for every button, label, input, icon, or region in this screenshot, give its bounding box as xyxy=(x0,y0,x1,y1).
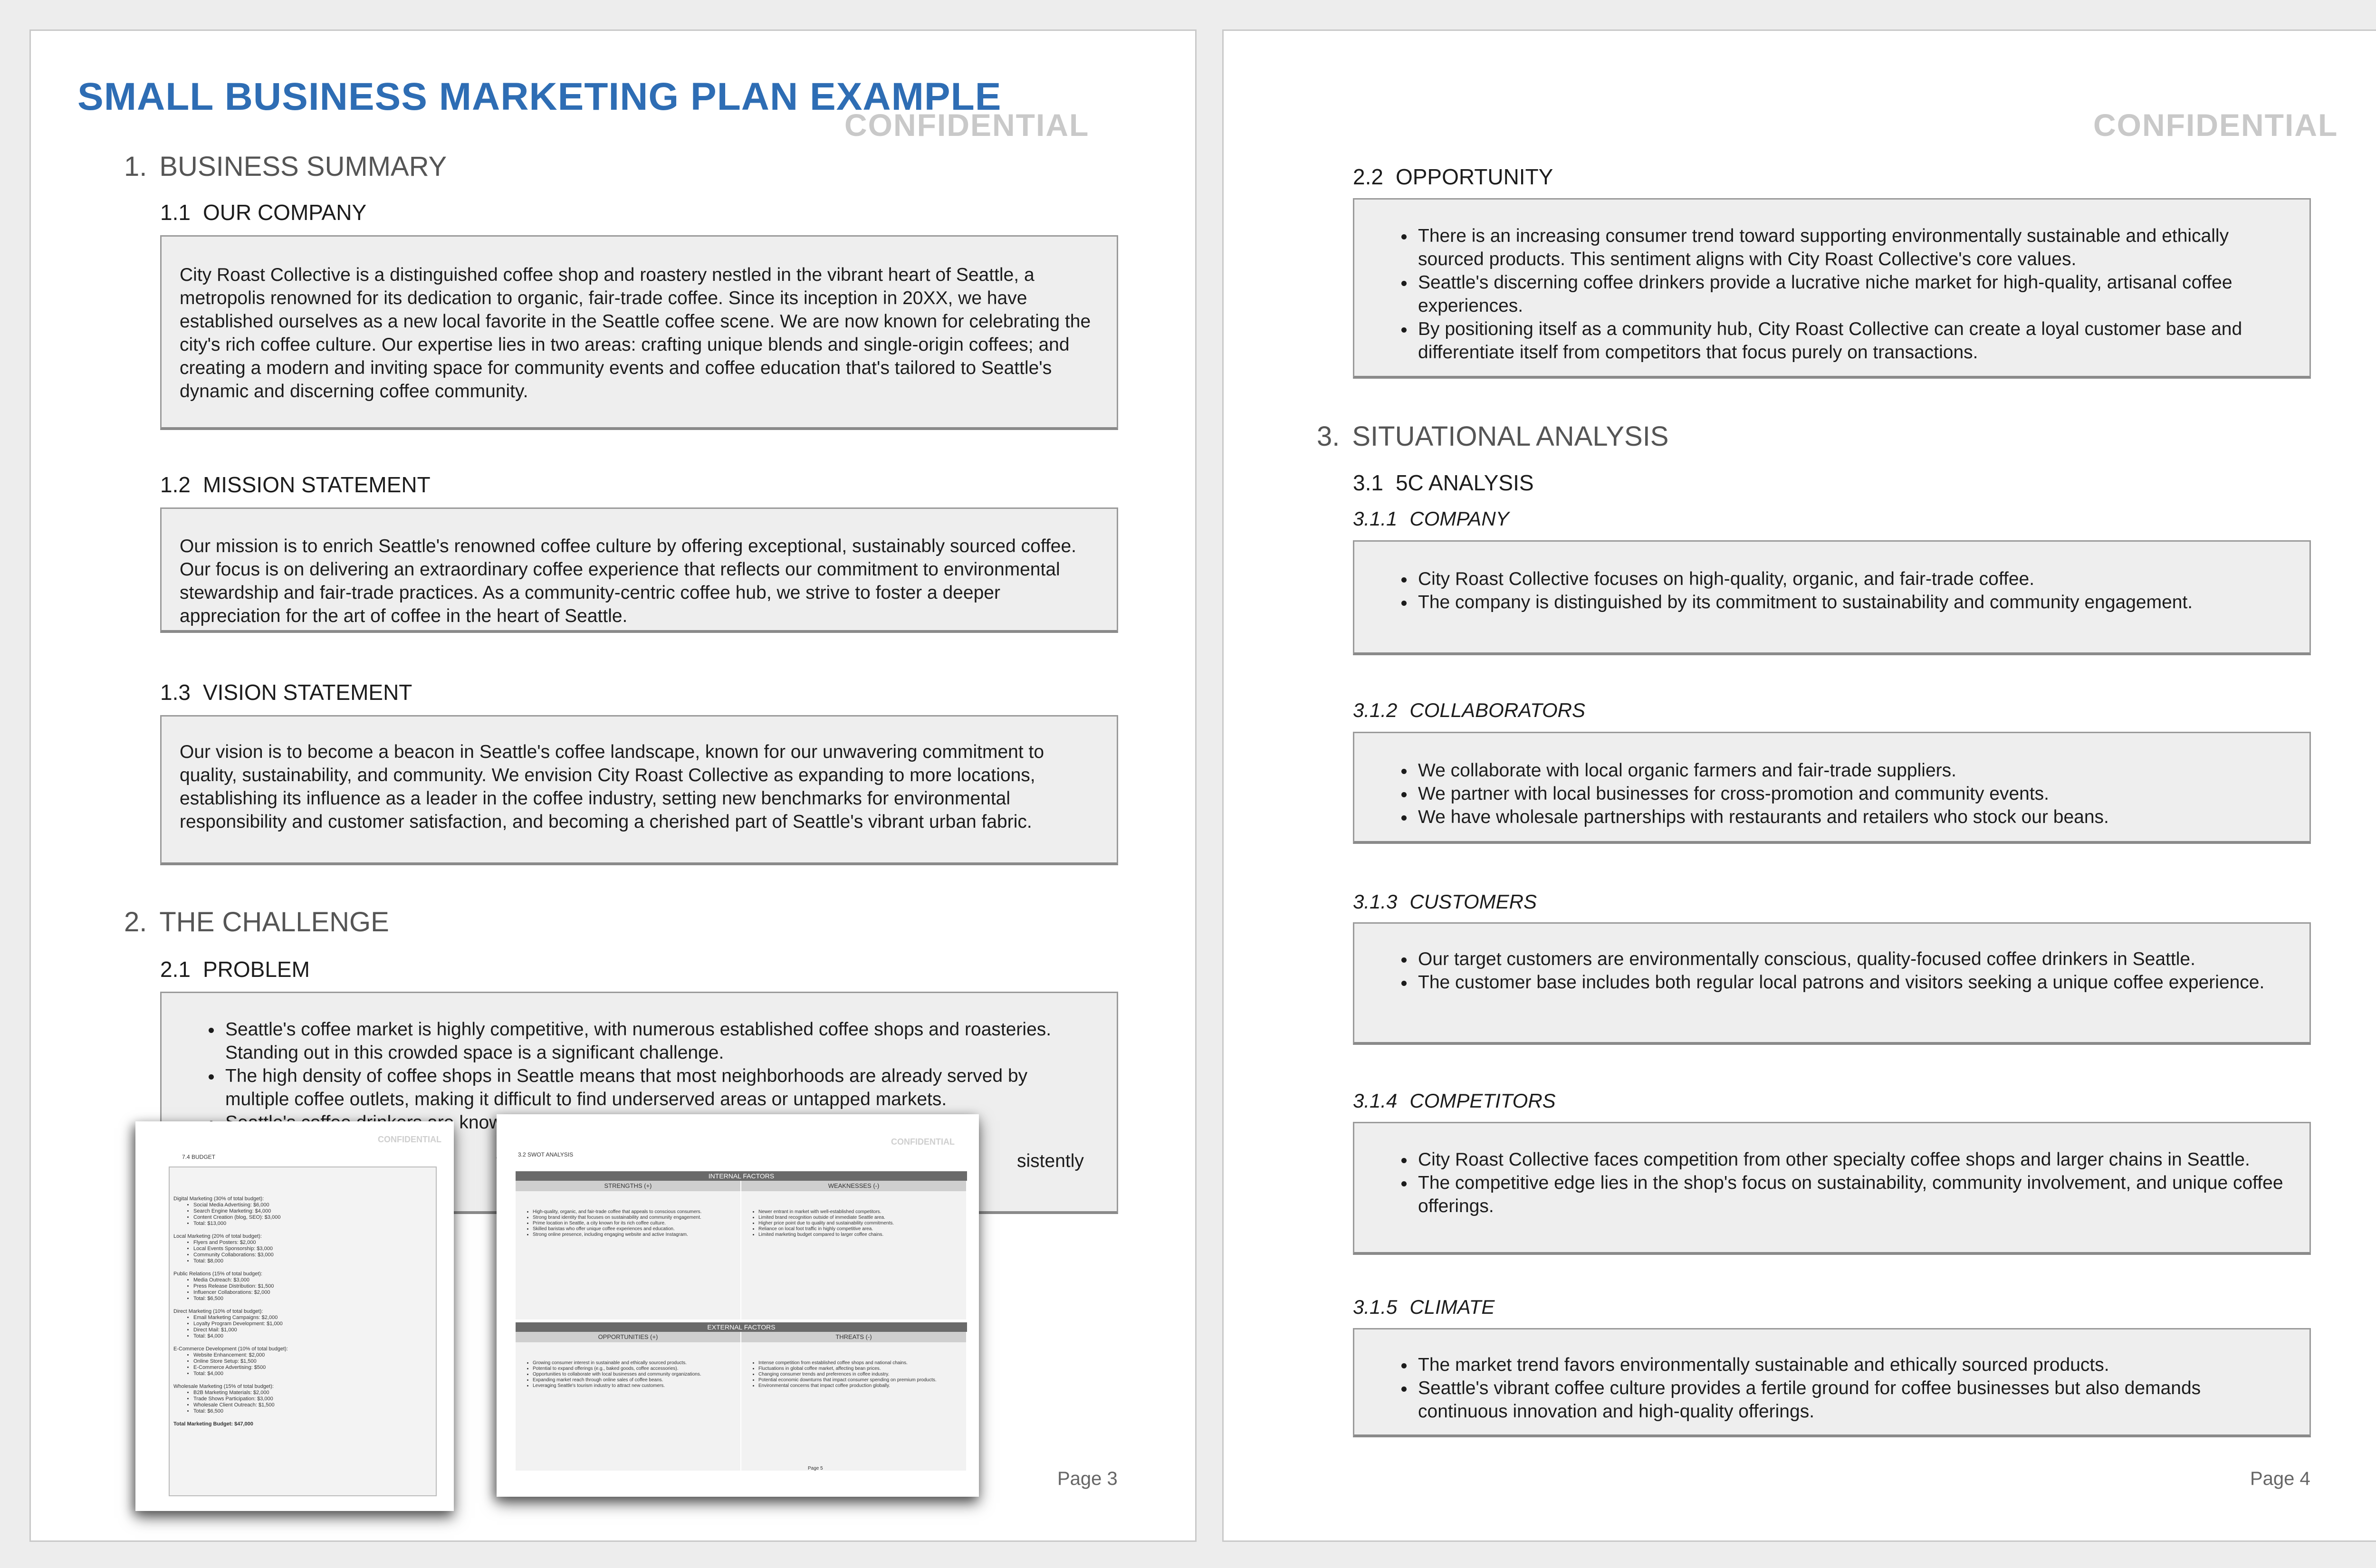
subsection-heading-opportunity xyxy=(1353,164,1553,190)
swot-threats-list xyxy=(741,1342,967,1471)
list-item: • We collaborate with local organic farmers and fair-trade suppliers. xyxy=(1415,759,2290,782)
subsubsection-title: COMPETITORS xyxy=(1409,1090,1556,1112)
opportunity-textbox xyxy=(1353,198,2311,379)
opportunity-list xyxy=(1372,224,2290,364)
section-title: THE CHALLENGE xyxy=(159,907,389,937)
budget-item: • Search Engine Marketing: $4,000 xyxy=(193,1208,440,1214)
list-item: • Our target customers are environmentally conscious, quality-focused coffee drinkers in Seattle. xyxy=(1415,947,2290,971)
subsubsection-heading-collaborators xyxy=(1353,699,1585,722)
subsection-number: 3.1 xyxy=(1353,470,1383,495)
swot-page-thumbnail xyxy=(497,1114,979,1497)
subsection-heading-5c-analysis xyxy=(1353,470,1534,496)
budget-item: • Website Enhancement: $2,000 xyxy=(193,1352,440,1358)
budget-item: • Trade Shows Participation: $3,000 xyxy=(193,1396,440,1402)
swot-item: • Reliance on local foot traffic in highly competitive area. xyxy=(758,1226,961,1232)
subsubsection-number: 3.1.3 xyxy=(1353,890,1398,913)
customers-list xyxy=(1372,947,2290,994)
section-heading-situational-analysis xyxy=(1317,421,1669,452)
swot-internal-subheaders xyxy=(516,1181,967,1191)
list-item: • The company is distinguished by its commitment to sustainability and community engagement. xyxy=(1415,591,2290,614)
swot-item: • Growing consumer interest in sustainable and ethically sourced products. xyxy=(533,1360,736,1366)
swot-item: • Strong brand identity that focuses on sustainability and community engagement. xyxy=(533,1215,736,1221)
budget-item: • Press Release Distribution: $1,500 xyxy=(193,1283,440,1290)
our-company-text: City Roast Collective is a distinguished coffee shop and roastery nestled in the vibrant heart of Seattle, a metropolis renowned for its dedication to organic, fair-trade coffee. Since its inception in 20XX, we have established ourselves as a new local favorite in the Seattle coffee scene. We are now known for celebrating the city's rich coffee culture. Our expertise lies in two areas: crafting unique blends and single-origin coffees; and creating a modern and inviting space for community events and coffee education that's tailored to Seattle's dynamic and discerning coffee community. xyxy=(180,265,1091,402)
swot-item: • Potential economic downturns that impact consumer spending on premium products. xyxy=(758,1377,961,1383)
budget-group-title: Local Marketing (20% of total budget): xyxy=(173,1233,262,1239)
confidential-watermark: CONFIDENTIAL xyxy=(844,107,1090,143)
list-item: • The market trend favors environmentally sustainable and ethically sourced products. xyxy=(1415,1353,2290,1377)
swot-item: • Newer entrant in market with well-established competitors. xyxy=(758,1209,961,1215)
subsection-title: 5C ANALYSIS xyxy=(1395,470,1534,495)
climate-textbox xyxy=(1353,1328,2311,1437)
problem-text-fragment: sistently xyxy=(1017,1151,1084,1171)
swot-item: • Higher price point due to quality and sustainability commitments. xyxy=(758,1221,961,1226)
subsection-number: 1.2 xyxy=(160,472,191,497)
swot-item: • Prime location in Seattle, a city known for its rich coffee culture. xyxy=(533,1221,736,1226)
budget-item: • Wholesale Client Outreach: $1,500 xyxy=(193,1402,440,1408)
swot-threats-header: THREATS (-) xyxy=(741,1332,967,1342)
budget-group-title: Direct Marketing (10% of total budget): xyxy=(173,1309,263,1314)
budget-list xyxy=(173,1196,440,1427)
budget-group xyxy=(173,1271,440,1302)
swot-grid xyxy=(516,1171,967,1471)
thumb-confidential: CONFIDENTIAL xyxy=(378,1135,441,1144)
thumb-confidential: CONFIDENTIAL xyxy=(891,1137,955,1147)
list-item: • We partner with local businesses for cross-promotion and community events. xyxy=(1415,782,2290,805)
subsubsection-title: COLLABORATORS xyxy=(1409,699,1585,721)
budget-group xyxy=(173,1309,440,1339)
swot-item: • Opportunities to collaborate with local businesses and community organizations. xyxy=(533,1372,736,1377)
climate-list xyxy=(1372,1353,2290,1423)
swot-weaknesses-list xyxy=(741,1191,967,1319)
swot-item: • Potential to expand offerings (e.g., baked goods, coffee accessories). xyxy=(533,1366,736,1372)
list-item: • We have wholesale partnerships with restaurants and retailers who stock our beans. xyxy=(1415,805,2290,829)
our-company-textbox xyxy=(160,235,1118,430)
budget-item: • Total: $6,500 xyxy=(193,1296,440,1302)
swot-item: • Skilled baristas who offer unique coffee experiences and education. xyxy=(533,1226,736,1232)
thumb-page-number: Page 5 xyxy=(808,1466,823,1471)
subsubsection-title: CUSTOMERS xyxy=(1409,890,1537,913)
subsection-number: 1.1 xyxy=(160,200,191,225)
subsubsection-number: 3.1.5 xyxy=(1353,1296,1398,1318)
subsubsection-title: COMPANY xyxy=(1409,507,1509,530)
customers-textbox xyxy=(1353,922,2311,1045)
collaborators-list xyxy=(1372,759,2290,829)
budget-group xyxy=(173,1233,440,1264)
budget-item: • Total: $4,000 xyxy=(193,1371,440,1377)
subsubsection-heading-customers xyxy=(1353,890,1537,913)
vision-textbox xyxy=(160,715,1118,865)
vision-text: Our vision is to become a beacon in Seattle's coffee landscape, known for our unwavering commitment to quality, sustainability, and community. We envision City Roast Collective as expanding to more locations, establishing its influence as a leader in the coffee industry, setting new benchmarks for environmental responsibility and customer satisfaction, and becoming a cherished part of Seattle's vibrant urban fabric. xyxy=(180,742,1044,832)
section-title: SITUATIONAL ANALYSIS xyxy=(1352,421,1669,452)
page-number: Page 3 xyxy=(1057,1468,1118,1489)
subsection-title: OPPORTUNITY xyxy=(1395,164,1553,189)
swot-item: • Fluctuations in global coffee market, affecting bean prices. xyxy=(758,1366,961,1372)
section-heading-business-summary xyxy=(124,151,447,182)
document-title: SMALL BUSINESS MARKETING PLAN EXAMPLE xyxy=(77,75,1002,118)
swot-strengths-header: STRENGTHS (+) xyxy=(516,1181,741,1191)
competitors-list xyxy=(1372,1148,2290,1218)
budget-group-title: Public Relations (15% of total budget): xyxy=(173,1271,263,1277)
subsubsection-heading-climate xyxy=(1353,1296,1495,1319)
document-page-4 xyxy=(1222,29,2376,1542)
budget-item: • E-Commerce Advertising: $500 xyxy=(193,1365,440,1371)
list-item: • Seattle's vibrant coffee culture provides a fertile ground for coffee businesses but also demands continuous innovation and high-quality offerings. xyxy=(1415,1377,2290,1423)
budget-item: • Community Collaborations: $3,000 xyxy=(193,1252,440,1258)
swot-item: • Strong online presence, including engaging website and active Instagram. xyxy=(533,1232,736,1238)
swot-external-header: EXTERNAL FACTORS xyxy=(516,1322,967,1332)
list-item: • By positioning itself as a community hub, City Roast Collective can create a loyal customer base and differentiate itself from competitors that focus purely on transactions. xyxy=(1415,317,2290,364)
budget-item: • Online Store Setup: $1,500 xyxy=(193,1358,440,1365)
subsection-heading-our-company xyxy=(160,200,366,225)
budget-group xyxy=(173,1384,440,1415)
budget-item: • Flyers and Posters: $2,000 xyxy=(193,1240,440,1246)
budget-group-title: Digital Marketing (30% of total budget): xyxy=(173,1196,264,1202)
list-item: • The competitive edge lies in the shop's focus on sustainability, community involvement, and unique coffee offerings. xyxy=(1415,1171,2290,1218)
swot-item: • Limited brand recognition outside of immediate Seattle area. xyxy=(758,1215,961,1221)
subsection-number: 2.2 xyxy=(1353,164,1383,189)
subsection-title: MISSION STATEMENT xyxy=(202,472,431,497)
company-list xyxy=(1372,567,2290,614)
budget-group xyxy=(173,1346,440,1377)
budget-item: • Social Media Advertising: $6,000 xyxy=(193,1202,440,1208)
budget-item: • Media Outreach: $3,000 xyxy=(193,1277,440,1283)
swot-external-subheaders xyxy=(516,1332,967,1342)
swot-internal-header: INTERNAL FACTORS xyxy=(516,1171,967,1181)
section-number: 1. xyxy=(124,151,147,182)
subsubsection-number: 3.1.1 xyxy=(1353,507,1398,530)
list-item: • There is an increasing consumer trend toward supporting environmentally sustainable and ethically sourced products. This sentiment aligns with City Roast Collective's core values. xyxy=(1415,224,2290,271)
mission-text: Our mission is to enrich Seattle's renowned coffee culture by offering exceptional, sustainably sourced coffee. Our focus is on delivering an extraordinary coffee experience that reflects our commitment to environmental stewardship and fair-trade practices. As a community-centric coffee hub, we strive to foster a deeper appreciation for the art of coffee in the heart of Seattle. xyxy=(180,536,1077,626)
subsection-title: OUR COMPANY xyxy=(202,200,367,225)
budget-item: • Influencer Collaborations: $2,000 xyxy=(193,1290,440,1296)
swot-item: • Environmental concerns that impact coffee production globally. xyxy=(758,1383,961,1389)
swot-external-cells xyxy=(516,1342,967,1471)
budget-item: • Local Events Sponsorship: $3,000 xyxy=(193,1246,440,1252)
budget-item: • Total: $13,000 xyxy=(193,1221,440,1227)
list-item: • City Roast Collective focuses on high-quality, organic, and fair-trade coffee. xyxy=(1415,567,2290,591)
budget-item: • Total: $6,500 xyxy=(193,1408,440,1415)
mission-textbox xyxy=(160,507,1118,633)
budget-box xyxy=(169,1166,437,1496)
budget-item: • Email Marketing Campaigns: $2,000 xyxy=(193,1315,440,1321)
subsubsection-number: 3.1.4 xyxy=(1353,1090,1398,1112)
page-number: Page 4 xyxy=(2250,1468,2310,1489)
swot-opportunities-header: OPPORTUNITIES (+) xyxy=(516,1332,741,1342)
thumb-section-heading: 7.4 BUDGET xyxy=(182,1154,216,1160)
subsection-heading-problem xyxy=(160,956,310,982)
swot-item: • High-quality, organic, and fair-trade coffee that appeals to conscious consumers. xyxy=(533,1209,736,1215)
budget-group-title: E-Commerce Development (10% of total budget): xyxy=(173,1346,288,1352)
budget-total: Total Marketing Budget: $47,000 xyxy=(173,1421,253,1427)
budget-item: • Direct Mail: $1,000 xyxy=(193,1327,440,1333)
swot-item: • Intense competition from established coffee shops and national chains. xyxy=(758,1360,961,1366)
swot-internal-cells xyxy=(516,1191,967,1319)
subsubsection-heading-competitors xyxy=(1353,1090,1556,1112)
swot-opportunities-list xyxy=(516,1342,741,1471)
list-item: • Seattle's discerning coffee drinkers provide a lucrative niche market for high-quality, artisanal coffee experiences. xyxy=(1415,271,2290,317)
section-number: 3. xyxy=(1317,421,1340,452)
list-item: • City Roast Collective faces competition from other specialty coffee shops and larger chains in Seattle. xyxy=(1415,1148,2290,1171)
subsubsection-number: 3.1.2 xyxy=(1353,699,1398,721)
subsection-title: PROBLEM xyxy=(202,957,310,982)
budget-group-title: Wholesale Marketing (15% of total budget): xyxy=(173,1384,274,1389)
budget-item: • Content Creation (blog, SEO): $3,000 xyxy=(193,1214,440,1221)
swot-item: • Leveraging Seattle's tourism industry to attract new customers. xyxy=(533,1383,736,1389)
subsection-number: 2.1 xyxy=(160,957,191,982)
subsubsection-title: CLIMATE xyxy=(1409,1296,1495,1318)
budget-item: • Loyalty Program Development: $1,000 xyxy=(193,1321,440,1327)
swot-item: • Expanding market reach through online sales of coffee beans. xyxy=(533,1377,736,1383)
budget-group xyxy=(173,1196,440,1227)
swot-weaknesses-header: WEAKNESSES (-) xyxy=(741,1181,967,1191)
subsection-title: VISION STATEMENT xyxy=(202,680,412,705)
section-number: 2. xyxy=(124,907,147,937)
list-item: • The high density of coffee shops in Seattle means that most neighborhoods are already served by multiple coffee outlets, making it difficult to find underserved areas or untapped markets. xyxy=(222,1064,1096,1111)
subsection-number: 1.3 xyxy=(160,680,191,705)
budget-item: • B2B Marketing Materials: $2,000 xyxy=(193,1390,440,1396)
list-item: • The customer base includes both regular local patrons and visitors seeking a unique coffee experience. xyxy=(1415,971,2290,994)
swot-item: • Limited marketing budget compared to larger coffee chains. xyxy=(758,1232,961,1238)
subsection-heading-vision xyxy=(160,679,412,705)
budget-item: • Total: $4,000 xyxy=(193,1333,440,1339)
competitors-textbox xyxy=(1353,1122,2311,1255)
company-textbox xyxy=(1353,540,2311,655)
confidential-watermark: CONFIDENTIAL xyxy=(2093,107,2338,143)
swot-strengths-list xyxy=(516,1191,741,1319)
section-heading-the-challenge xyxy=(124,906,389,938)
section-title: BUSINESS SUMMARY xyxy=(159,151,447,182)
list-item: • known xyxy=(222,1111,1096,1134)
list-item: • Seattle's coffee market is highly competitive, with numerous established coffee shops and roasteries. Standing out in this crowded space is a significant challenge. xyxy=(222,1018,1096,1064)
subsection-heading-mission xyxy=(160,472,431,497)
subsubsection-heading-company xyxy=(1353,507,1509,530)
swot-item: • Changing consumer trends and preferences in coffee industry. xyxy=(758,1372,961,1377)
budget-page-thumbnail xyxy=(135,1121,454,1511)
collaborators-textbox xyxy=(1353,732,2311,844)
budget-item: • Total: $8,000 xyxy=(193,1258,440,1264)
thumb-section-heading: 3.2 SWOT ANALYSIS xyxy=(518,1151,574,1158)
